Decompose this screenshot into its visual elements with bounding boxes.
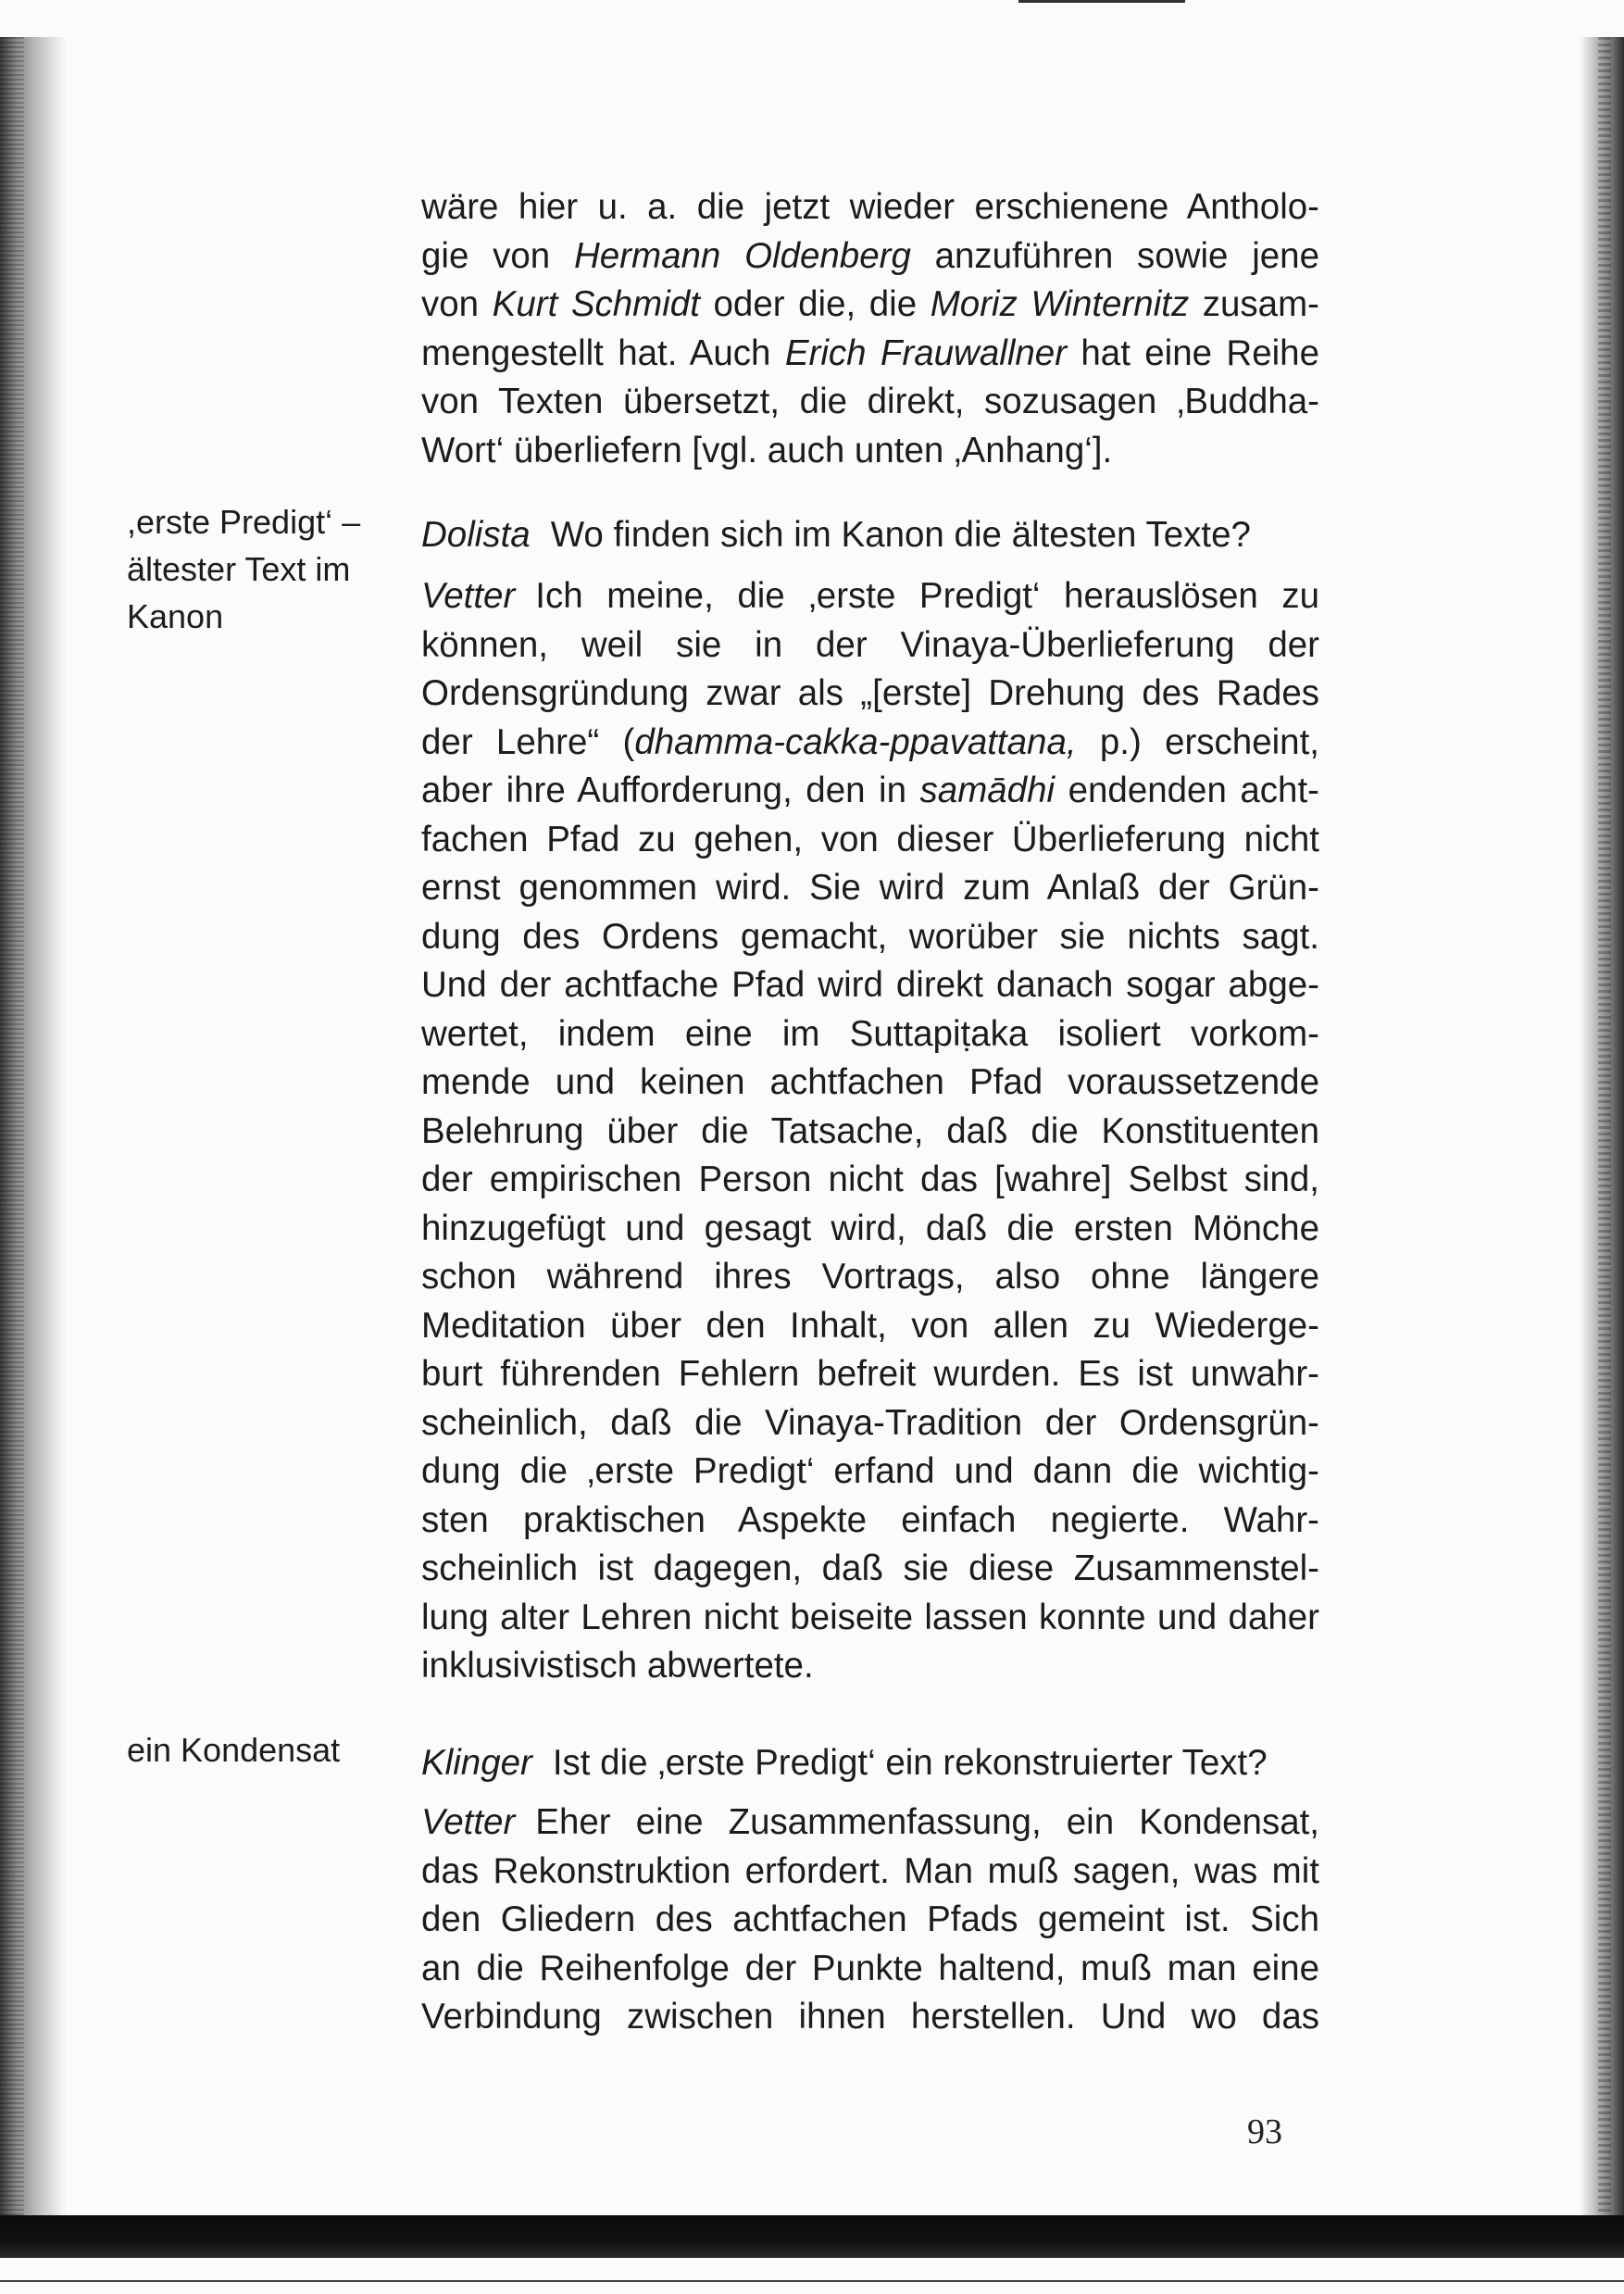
scan-bottom-border [0,2215,1624,2258]
text-line: scheinlich, daß die Vinaya-Tradition der Ordensgrün- [421,1402,1319,1443]
text-line: an die Reihenfolge der Punkte haltend, muß man eine [421,1948,1319,1988]
text-line: inklusivistisch abwertete. [421,1646,814,1686]
scan-bottom-line [0,2280,1624,2282]
author-name: Kurt Schmidt [492,284,700,324]
text-line: das Rekonstruktion erfordert. Man muß sagen, was mit [421,1850,1319,1891]
author-name: Hermann Oldenberg [573,235,911,276]
text-line: wäre hier u. a. die jetzt wieder erschienene Antholo- [421,187,1319,227]
text-line: Klinger Ist die ‚erste Predigt‘ ein rekonstruierter Text? [421,1743,1268,1783]
pali-term: dhamma-cakka-ppavattana, [634,721,1077,762]
text-line: Vetter Ich meine, die ‚erste Predigt‘ herauslösen zu [421,576,1319,616]
pali-term: samādhi [919,771,1056,810]
scan-artifact-top [1018,0,1185,3]
text-line: mengestellt hat. Auch Erich Frauwallner hat eine Reihe [421,332,1319,373]
text-line: der empirischen Person nicht das [wahre] Selbst sind, [421,1160,1319,1199]
text-line: Ordensgründung zwar als „[erste] Drehung des Rades [421,673,1319,713]
answer-vetter-2 [421,1799,1319,2042]
margin-note-erste-predigt [127,498,405,640]
text-line: schon während ihres Vortrags, also ohne längere [421,1257,1319,1297]
text-line: sten praktischen Aspekte einfach negierte. Wahr- [421,1499,1319,1540]
question-klinger [421,1739,1319,1788]
text-line: Und der achtfache Pfad wird direkt danach sogar abge- [421,965,1319,1005]
text-line: Vetter Eher eine Zusammenfassung, ein Kondensat, [421,1802,1319,1842]
margin-note-kondensat [127,1726,405,1774]
text-line: Meditation über den Inhalt, von allen zu Wiederge- [421,1305,1319,1346]
text-line: der Lehre“ (dhamma-cakka-ppavattana, p.) erscheint, [421,721,1319,762]
margin-note-line: ,erste Predigt‘ – [127,503,361,541]
speaker-name: Klinger [421,1743,532,1783]
text-line: hinzugefügt und gesagt wird, daß die ersten Mönche [421,1208,1319,1248]
text-line: Belehrung über die Tatsache, daß die Konstituenten [421,1110,1319,1151]
margin-note-line: ältester Text im [127,550,351,588]
text-line: dung die ‚erste Predigt‘ erfand und dann die wichtig- [421,1451,1319,1491]
book-gutter-texture [0,37,24,2246]
text-line: den Gliedern des achtfachen Pfads gemeint ist. Sich [421,1899,1319,1939]
text-line: gie von Hermann Oldenberg anzuführen sowie jene [421,235,1319,276]
text-line: fachen Pfad zu gehen, von dieser Überlieferung nicht [421,819,1319,859]
text-line: von Texten übersetzt, die direkt, sozusagen ‚Buddha- [421,382,1319,421]
speaker-name: Vetter [421,576,516,616]
text-line: wertet, indem eine im Suttapiṭaka isoliert vorkom- [421,1013,1319,1054]
text-line: können, weil sie in der Vinaya-Überlieferung der [421,624,1319,665]
author-name: Erich Frauwallner [784,332,1068,373]
question-dolista [421,511,1319,560]
text-line: lung alter Lehren nicht beiseite lassen konnte und daher [421,1597,1319,1637]
text-line: Verbindung zwischen ihnen herstellen. Und wo das [421,1997,1319,2037]
text-line: Wort‘ überliefern [vgl. auch unten ‚Anhang‘]. [421,430,1113,470]
text-line: Dolista Wo finden sich im Kanon die ältesten Texte? [421,515,1251,555]
margin-note-line: Kanon [127,597,224,635]
text-line: mende und keinen achtfachen Pfad voraussetzende [421,1062,1319,1102]
text-line: aber ihre Aufforderung, den in samādhi endenden acht- [421,771,1319,810]
paragraph-continuation [421,183,1319,475]
margin-note-line: ein Kondensat [127,1731,341,1769]
text-line: scheinlich ist dagegen, daß sie diese Zusammenstel- [421,1548,1319,1588]
speaker-name: Vetter [421,1802,516,1842]
author-name: Moriz Winternitz [930,284,1190,324]
page-number: 93 [1247,2112,1282,2151]
page-edge-texture [1598,37,1611,2246]
speaker-name: Dolista [421,515,531,555]
answer-vetter-1 [421,572,1319,1691]
text-line: von Kurt Schmidt oder die, die Moriz Winternitz zusam- [421,284,1319,324]
text-line: burt führenden Fehlern befreit wurden. Es ist unwahr- [421,1354,1319,1394]
text-line: dung des Ordens gemacht, worüber sie nichts sagt. [421,916,1319,957]
text-line: ernst genommen wird. Sie wird zum Anlaß der Grün- [421,868,1319,908]
